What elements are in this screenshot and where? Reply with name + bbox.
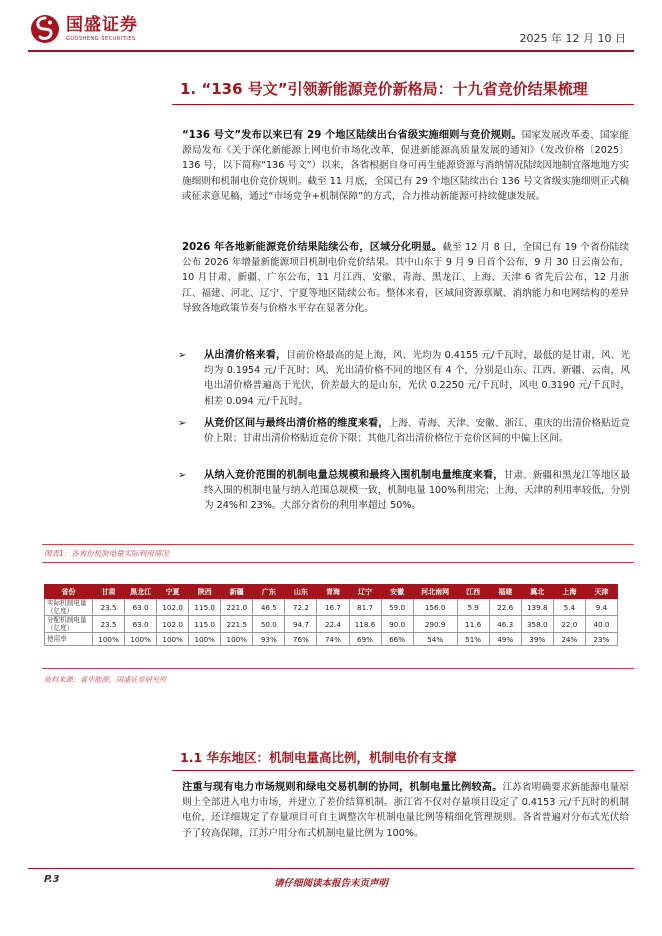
- table-header-cell: 青海: [317, 585, 349, 599]
- paragraph-2-lead: 2026 年各地新能源竞价结果陆续公布，区域分化明显。: [182, 242, 443, 253]
- table-cell: 74%: [317, 633, 349, 646]
- table-cell: 93%: [253, 633, 285, 646]
- table-cell: 221.0: [221, 599, 253, 616]
- page-header: [0, 0, 662, 60]
- table-cell: 102.0: [157, 616, 189, 633]
- table-cell: 5.9: [457, 599, 489, 616]
- table-cell: 22.6: [489, 599, 521, 616]
- table-cell: 94.7: [285, 616, 317, 633]
- row-label: 实际机制电量（亿度）: [45, 599, 93, 616]
- table-cell: 23%: [585, 633, 617, 646]
- row-label: 使用率: [45, 633, 93, 646]
- table-cell: 118.6: [349, 616, 381, 633]
- bullet-arrow-icon: ➢: [178, 470, 187, 481]
- table-cell: 11.6: [457, 616, 489, 633]
- figure-title-rule: [42, 562, 634, 563]
- table-header-cell: 广东: [253, 585, 285, 599]
- logo: [30, 14, 138, 44]
- table-cell: 23.5: [93, 599, 125, 616]
- paragraph-3: [182, 780, 629, 841]
- table-header-cell: 冀北: [521, 585, 553, 599]
- table-cell: 90.0: [381, 616, 413, 633]
- table-cell: 66%: [381, 633, 413, 646]
- table-cell: 49%: [489, 633, 521, 646]
- table-header-cell: 省份: [45, 585, 93, 599]
- row-label: 分配机制电量（亿度）: [45, 616, 93, 633]
- table-cell: 22.0: [553, 616, 585, 633]
- bullet-arrow-icon: ➢: [178, 350, 187, 361]
- paragraph-1: [182, 128, 629, 204]
- header-divider: [28, 50, 634, 52]
- table-cell: 39%: [521, 633, 553, 646]
- table-cell: 221.5: [221, 616, 253, 633]
- table-cell: 9.4: [585, 599, 617, 616]
- bullet-item: [178, 348, 630, 409]
- figure-title: 图表1：各省份机制电量实际利用情况: [44, 549, 169, 558]
- table-cell: 358.0: [521, 616, 553, 633]
- table-header-cell: 甘肃: [93, 585, 125, 599]
- figure-source: 资料来源：睿华能源，国盛证券研究所: [44, 675, 167, 684]
- table-cell: 100%: [125, 633, 157, 646]
- table-header-cell: 山东: [285, 585, 317, 599]
- table-cell: 139.8: [521, 599, 553, 616]
- table-cell: 46.5: [253, 599, 285, 616]
- table-cell: 24%: [553, 633, 585, 646]
- table-row: [45, 633, 618, 646]
- table-cell: 100%: [157, 633, 189, 646]
- table-header-cell: 江西: [457, 585, 489, 599]
- table-header-cell: 黑龙江: [125, 585, 157, 599]
- section-title-divider: [172, 104, 634, 105]
- table-cell: 63.0: [125, 599, 157, 616]
- footer-divider: [28, 868, 634, 869]
- table-header-cell: 上海: [553, 585, 585, 599]
- subsection-title: 1.1 华东地区：机制电量高比例，机制电价有支撑: [180, 750, 457, 765]
- bullet-arrow-icon: ➢: [178, 418, 187, 429]
- bullet-body: 甘肃、新疆和黑龙江等地区最终入围的机制电量与纳入范围总规模一致，机制电量 100%利用完；上海、天津的利用率较低，分别为 24%和 23%。大部分省份的利用率超过 50%。: [204, 470, 631, 512]
- table-cell: 100%: [189, 633, 221, 646]
- paragraph-2-body: 截至 12 月 8 日，全国已有 19 个省份陆续公布 2026 年增量新能源项目机制电价竞价结果。其中山东于 9 月 9 日首个公布，9 月 30 日云南公布，10 月甘肃、新疆、广东公布，11 月江西、安徽、青海、黑龙江、上海、天津 6 省先后公布，12 月浙江、福建、河北、辽宁、宁夏等地区陆续公布。整体来看，区域间资源禀赋、消纳能力和电网结构的差异导致各地政策节奏与价格水平存在显著分化。: [182, 242, 629, 314]
- bullet-item: [178, 468, 630, 514]
- table-cell: 63.0: [125, 616, 157, 633]
- table-cell: 16.7: [317, 599, 349, 616]
- table-header-row: [45, 585, 618, 599]
- table-cell: 5.4: [553, 599, 585, 616]
- table-header-cell: 陕西: [189, 585, 221, 599]
- table-cell: 81.7: [349, 599, 381, 616]
- guosheng-logo-icon: [30, 14, 60, 44]
- table-cell: 115.0: [189, 616, 221, 633]
- bullet-lead: 从竞价区间与最终出清价格的维度来看，: [204, 418, 389, 429]
- bullet-item: [178, 416, 630, 446]
- table-cell: 290.9: [413, 616, 457, 633]
- table-header-cell: 河北南网: [413, 585, 457, 599]
- bullet-lead: 从纳入竞价范围的机制电量总规模和最终入围机制电量维度来看，: [204, 470, 504, 481]
- paragraph-1-lead: “136 号文”发布以来已有 29 个地区陆续出台省级实施细则与竞价规则。: [182, 130, 522, 141]
- table-cell: 40.0: [585, 616, 617, 633]
- table-header-cell: 辽宁: [349, 585, 381, 599]
- table-cell: 51%: [457, 633, 489, 646]
- footer-disclaimer: 请仔细阅读本报告末页声明: [273, 878, 388, 889]
- table-header-cell: 新疆: [221, 585, 253, 599]
- paragraph-3-lead: 注重与现有电力市场规则和绿电交易机制的协同，机制电量比例较高。: [182, 782, 503, 793]
- table-header-cell: 天津: [585, 585, 617, 599]
- table-cell: 69%: [349, 633, 381, 646]
- table-header-cell: 安徽: [381, 585, 413, 599]
- section-title: 1. “136 号文”引领新能源竞价新格局：十九省竞价结果梳理: [180, 80, 588, 98]
- table-row: [45, 616, 618, 633]
- figure-bottom-rule: [42, 668, 634, 669]
- table-header-cell: 宁夏: [157, 585, 189, 599]
- table-cell: 100%: [221, 633, 253, 646]
- logo-en-text: GUOSHENG SECURITIES: [66, 36, 136, 42]
- table-cell: 76%: [285, 633, 317, 646]
- table-row: [45, 599, 618, 616]
- table-cell: 102.0: [157, 599, 189, 616]
- table-cell: 156.0: [413, 599, 457, 616]
- bullet-body: 上海、青海、天津、安徽、浙江、重庆的出清价格贴近竞价上限；甘肃出清价格贴近竞价下限；其他几省出清价格位于竞价区间的中偏上区间。: [204, 418, 631, 445]
- paragraph-1-body: 国家发展改革委、国家能源局发布《关于深化新能源上网电价市场化改革，促进新能源高质量发展的通知》（发改价格〔2025〕136 号，以下简称“136 号文”）以来，各省根据自身可再生能源资源与消纳情况陆续因地制宜落地地方实施细则和机制电价竞价规则。截至 11 月底，全国已有 29 个地区陆续出台 136 号文省级实施细则正式稿或征求意见稿，通过“市场竞争+机制保障”的方式，合力推动新能源可持续健康发展。: [182, 130, 630, 202]
- utilization-table: [44, 584, 618, 646]
- table-cell: 72.2: [285, 599, 317, 616]
- logo-cn-text: 国盛证券: [66, 15, 138, 35]
- subsection-title-divider: [172, 770, 634, 771]
- table-cell: 50.0: [253, 616, 285, 633]
- figure-top-rule: [42, 544, 634, 545]
- table-cell: 100%: [93, 633, 125, 646]
- paragraph-2: [182, 240, 629, 316]
- report-date: 2025 年 12 月 10 日: [519, 32, 626, 45]
- bullet-body: 目前价格最高的是上海，风、光均为 0.4155 元/千瓦时，最低的是甘肃，风、光均为 0.1954 元/千瓦时；风、光出清价格不同的地区有 4 个，分别是山东、江西、新疆、云南，风电出清价格普遍高于光伏，价差最大的是山东，光伏 0.2250 元/千瓦时，风电 0.3190 元/千瓦时，相差 0.094 元/千瓦时。: [204, 350, 631, 407]
- table-cell: 54%: [413, 633, 457, 646]
- table-cell: 59.0: [381, 599, 413, 616]
- table-header-cell: 福建: [489, 585, 521, 599]
- table-cell: 22.4: [317, 616, 349, 633]
- table-cell: 23.5: [93, 616, 125, 633]
- paragraph-3-body: 江苏省明确要求新能源电量原则上全部进入电力市场，并建立了差价结算机制。浙江省不仅对存量项目设定了 0.4153 元/千瓦时的机制电价，还详细规定了存量项目可自主调整次年机制电量比例等精细化管理规则。各省普遍对分布式光伏给予了较高保障，江苏户用分布式机制电量比例为 100%。: [182, 782, 630, 839]
- page-number: P.3: [44, 874, 60, 885]
- table-cell: 46.3: [489, 616, 521, 633]
- table-cell: 115.0: [189, 599, 221, 616]
- bullet-lead: 从出清价格来看，: [204, 350, 287, 361]
